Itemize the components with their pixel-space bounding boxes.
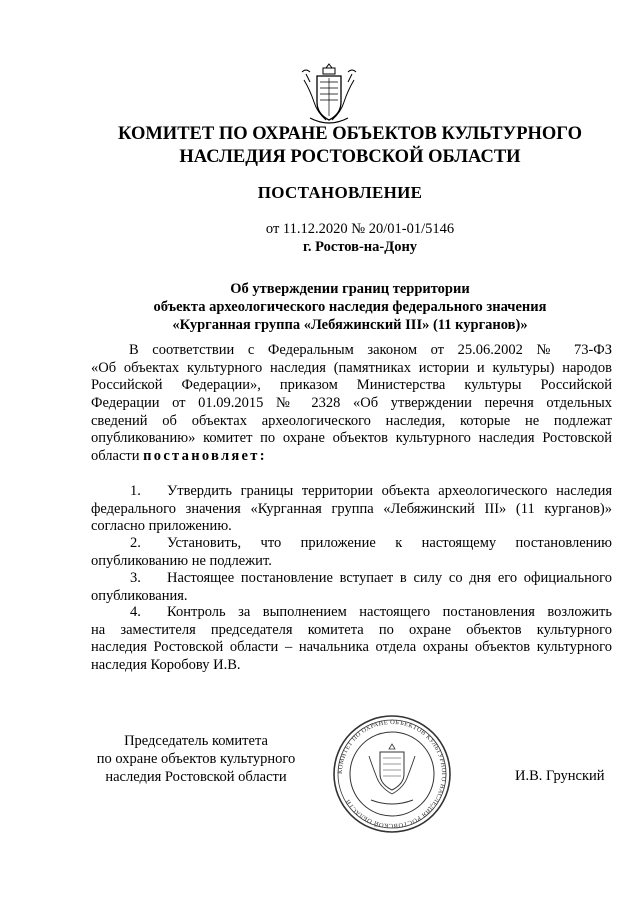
paragraph-line: Утвердить границы территории объекта археологического наследия <box>167 483 612 499</box>
paragraph-line: опубликованию не подлежит. <box>91 552 272 569</box>
paragraph-line: Настоящее постановление вступает в силу со дня его официального <box>167 570 612 586</box>
coat-of-arms-icon <box>300 60 358 128</box>
paragraph-line: Российской Федерации», приказом Министерства культуры Российской <box>91 377 612 394</box>
paragraph-line: наследия Ростовской области – начальника отдела охраны объектов культурного <box>91 639 612 656</box>
decree-word: постановляет: <box>143 448 267 465</box>
paragraph-line: Установить, что приложение к настоящему постановлению <box>167 535 612 551</box>
paragraph-line: на заместителя председателя комитета по охране объектов культурного <box>91 621 612 638</box>
item-number: 4. <box>130 604 141 620</box>
signatory-position-line: по охране объектов культурного <box>96 751 296 767</box>
paragraph-line: «Об объектах культурного наследия (памятниках истории и культуры) народов <box>91 359 612 376</box>
paragraph-line: федерального значения «Курганная группа «Лебяжинский III» (11 курганов)» <box>91 500 612 517</box>
item-number: 3. <box>130 570 141 586</box>
paragraph-line: В соответствии с Федеральным законом от 25.06.2002 № 73-ФЗ <box>129 342 612 358</box>
list-item <box>91 570 612 605</box>
list-item <box>91 535 612 570</box>
paragraph-line: сведений об объектах археологического наследия, которые не подлежат <box>91 412 612 429</box>
document-type: ПОСТАНОВЛЕНИЕ <box>257 183 423 202</box>
organization-name-line1: КОМИТЕТ ПО ОХРАНЕ ОБЪЕКТОВ КУЛЬТУРНОГО <box>118 124 582 144</box>
subject-line: Об утверждении границ территории <box>230 281 470 297</box>
svg-text:КОМИТЕТ ПО ОХРАНЕ ОБЪЕКТОВ КУЛ <box>337 719 447 829</box>
subject-line: «Курганная группа «Лебяжинский III» (11 курганов)» <box>172 317 528 333</box>
document-date-number: от 11.12.2020 № 20/01-01/5146 <box>265 221 455 237</box>
intro-paragraph <box>91 342 612 466</box>
document-city: г. Ростов-на-Дону <box>302 239 418 255</box>
list-item <box>91 483 612 536</box>
official-seal-icon <box>331 708 453 840</box>
list-item <box>91 604 612 675</box>
subject-line: объекта археологического наследия федерального значения <box>153 299 547 315</box>
item-number: 2. <box>130 535 141 551</box>
paragraph-line <box>91 448 612 466</box>
paragraph-line: Контроль за выполнением настоящего постановления возложить <box>167 604 612 620</box>
paragraph-line: Федерации от 01.09.2015 № 2328 «Об утверждении перечня отдельных <box>91 395 612 412</box>
paragraph-line: наследия Коробову И.В. <box>91 657 241 674</box>
paragraph-text: области <box>91 448 144 465</box>
paragraph-line: опубликования. <box>91 587 188 604</box>
paragraph-line: опубликованию» комитет по охране объектов культурного наследия Ростовской <box>91 430 612 447</box>
signatory-position-line: Председатель комитета <box>124 733 268 749</box>
signatory-position <box>86 732 306 786</box>
signatory-position-line: наследия Ростовской области <box>105 769 287 785</box>
signer-name: И.В. Грунский <box>515 768 605 784</box>
item-number: 1. <box>130 483 141 499</box>
paragraph-line: согласно приложению. <box>91 518 232 535</box>
seal-text: КОМИТЕТ ПО ОХРАНЕ ОБЪЕКТОВ КУЛЬТУРНОГО НАСЛЕДИЯ РОСТОВСКОЙ ОБЛАСТИ <box>336 718 448 830</box>
organization-name-line2: НАСЛЕДИЯ РОСТОВСКОЙ ОБЛАСТИ <box>179 147 521 167</box>
